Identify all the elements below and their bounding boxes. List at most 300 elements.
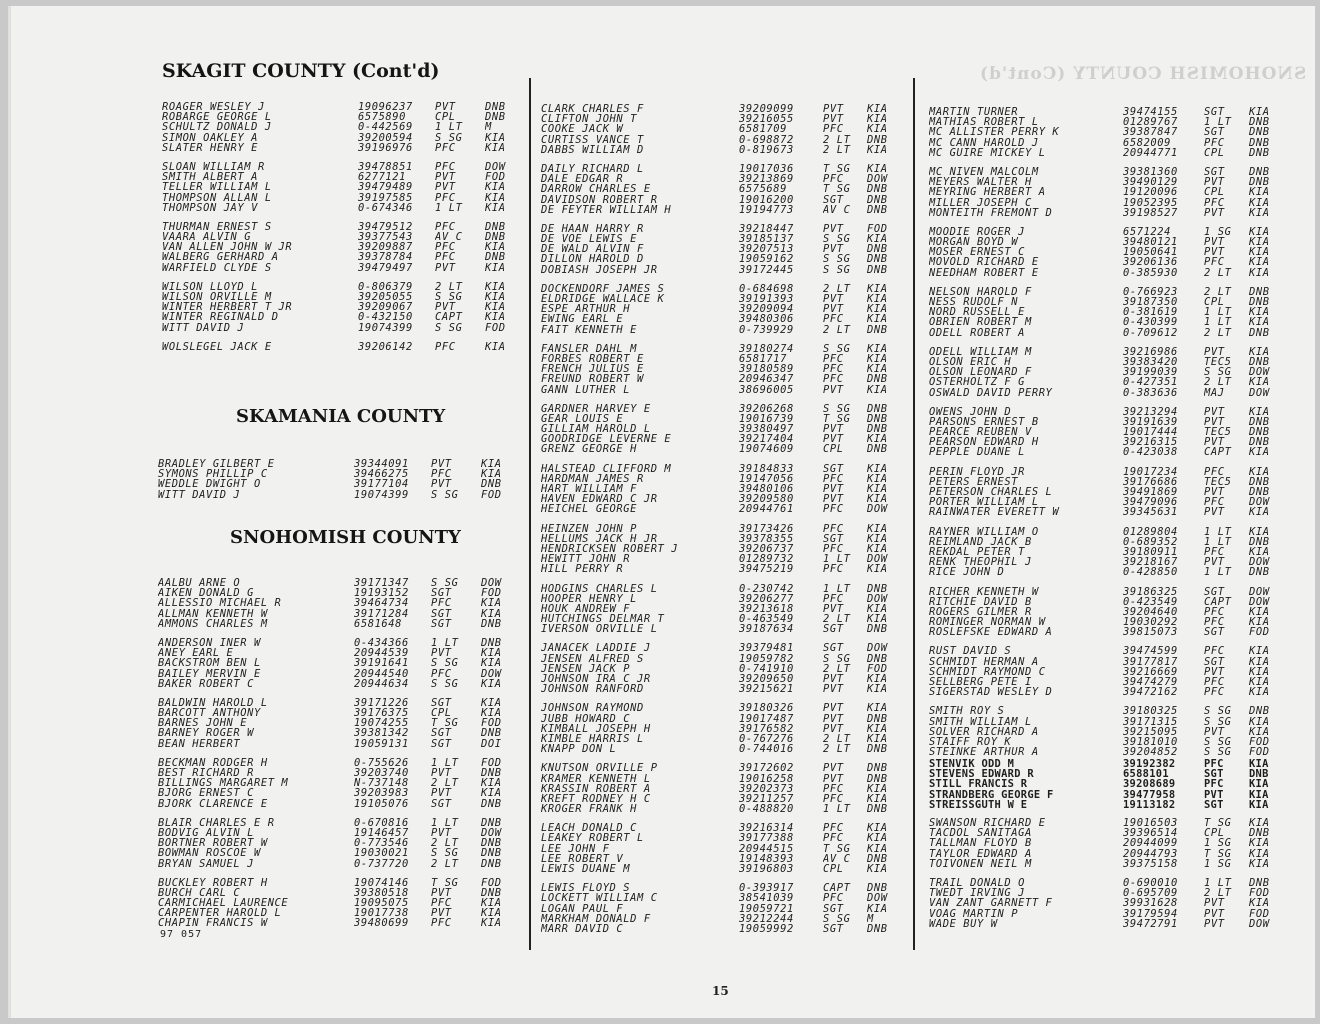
status: KIA: [1249, 716, 1270, 727]
serial-number: 19146457: [354, 827, 409, 839]
rank: PFC: [823, 374, 844, 385]
status: DNB: [481, 858, 502, 869]
status: DOW: [867, 593, 888, 604]
soldier-name: WALBERG GERHARD A: [162, 252, 279, 263]
roster-row: [158, 799, 513, 809]
roster-row: [162, 232, 517, 242]
rank: PFC: [823, 893, 844, 904]
soldier-name: KROGER FRANK H: [541, 804, 637, 815]
soldier-name: PORTER WILLIAM L: [929, 497, 1039, 508]
serial-number: 39206277: [739, 593, 794, 604]
soldier-name: MC ALLISTER PERRY K: [929, 127, 1060, 138]
serial-number: 39383420: [1123, 356, 1178, 368]
roster-row: [162, 312, 517, 322]
group-gap: [162, 273, 517, 282]
status: DNB: [867, 403, 888, 414]
soldier-name: WEDDLE DWIGHT O: [158, 479, 261, 490]
status: DNB: [867, 413, 888, 425]
soldier-name: TOIVONEN NEIL M: [929, 858, 1032, 869]
rank: PVT: [431, 479, 452, 490]
status: KIA: [1249, 617, 1270, 628]
soldier-name: BAILEY MERVIN E: [158, 668, 261, 679]
status: FOD: [481, 877, 502, 888]
serial-number: 19030021: [354, 848, 409, 859]
serial-number: 39815073: [1123, 627, 1178, 638]
status: DNB: [867, 583, 888, 594]
status: DNB: [481, 479, 502, 490]
roster-row: [541, 254, 899, 264]
rank: SGT: [823, 624, 844, 635]
status: KIA: [867, 903, 888, 914]
serial-number: 39196803: [739, 864, 794, 875]
status: DNB: [1249, 127, 1270, 138]
soldier-name: WINTER HERBERT T JR: [162, 302, 293, 313]
status: DNB: [867, 653, 888, 664]
roster-row: [541, 614, 899, 624]
serial-number: 0-766923: [1123, 286, 1178, 297]
bleed-through-text: SNOHOMISH COUNTY (Cont'd): [979, 64, 1307, 84]
rank: PVT: [431, 827, 452, 839]
status: KIA: [867, 793, 888, 805]
roster-row: [929, 167, 1281, 177]
soldier-name: HAVEN EDWARD C JR: [541, 494, 658, 505]
soldier-name: ROMINGER NORMAN W: [929, 617, 1046, 628]
status: KIA: [867, 283, 888, 294]
group-gap: [541, 335, 899, 344]
serial-number: 0-428850: [1123, 567, 1178, 578]
soldier-name: BRYAN SAMUEL J: [158, 858, 254, 869]
serial-number: 39480699: [354, 918, 409, 929]
serial-number: 19016200: [739, 194, 794, 205]
status: DOI: [481, 738, 502, 749]
roster-row: [158, 848, 513, 858]
rank: PFC: [1204, 497, 1225, 508]
soldier-name: AMMONS CHARLES M: [158, 618, 268, 629]
status: DOW: [867, 893, 888, 904]
serial-number: 39345631: [1123, 507, 1178, 518]
group-gap: [541, 155, 899, 164]
soldier-name: JOHNSON RAYMOND: [541, 703, 644, 714]
soldier-name: IVERSON ORVILLE L: [541, 624, 658, 635]
roster-row: [541, 294, 899, 304]
status: KIA: [481, 469, 502, 480]
status: DOW: [867, 174, 888, 185]
rank: PFC: [1204, 677, 1225, 688]
status: KIA: [867, 543, 888, 555]
roster-row: [929, 177, 1281, 187]
rank: S SG: [823, 254, 851, 265]
soldier-name: SMITH ROY S: [929, 706, 1005, 717]
serial-number: 39206268: [739, 403, 794, 414]
serial-number: 20944761: [739, 504, 794, 515]
rank: PVT: [431, 788, 452, 799]
rank: PFC: [1204, 546, 1225, 558]
status: KIA: [1249, 346, 1270, 357]
skamania-heading: SKAMANIA COUNTY: [236, 406, 446, 427]
serial-number: 0-684698: [739, 283, 794, 294]
serial-number: 0-385930: [1123, 267, 1178, 278]
status: KIA: [1249, 677, 1270, 688]
roster-row: [929, 646, 1281, 656]
serial-number: 39213618: [739, 603, 794, 615]
serial-number: 39215621: [739, 684, 794, 695]
roster-row: [929, 208, 1281, 218]
soldier-name: BILLINGS MARGARET M: [158, 778, 289, 789]
status: KIA: [481, 708, 502, 719]
rank: S SG: [431, 489, 459, 500]
soldier-name: DE VOE LEWIS E: [541, 234, 637, 245]
status: KIA: [867, 163, 888, 175]
roster-row: [929, 597, 1281, 607]
rank: SGT: [431, 798, 452, 809]
rank: PVT: [823, 603, 844, 615]
soldier-name: SELLBERG PETE I: [929, 677, 1032, 688]
rank: PVT: [1204, 507, 1225, 518]
soldier-name: DABBS WILLIAM D: [541, 144, 644, 155]
rank: 1 LT: [1204, 117, 1232, 128]
rank: PFC: [823, 124, 844, 135]
serial-number: 39211257: [739, 793, 794, 805]
serial-number: 20944099: [1123, 838, 1178, 849]
soldier-name: KNAPP DON L: [541, 744, 617, 755]
serial-number: 39380518: [354, 887, 409, 899]
serial-number: 39381342: [354, 728, 409, 739]
soldier-name: BARNEY ROGER W: [158, 728, 254, 739]
roster-row: [162, 162, 517, 172]
roster-row: [158, 490, 513, 500]
serial-number: 19096237: [358, 102, 413, 113]
rank: SGT: [823, 533, 844, 544]
roster-row: [929, 547, 1281, 557]
status: DOW: [867, 504, 888, 515]
soldier-name: DAVIDSON ROBERT R: [541, 194, 658, 205]
rank: S SG: [823, 343, 851, 354]
status: KIA: [867, 614, 888, 625]
page-title: SKAGIT COUNTY (Cont'd): [162, 60, 440, 82]
roster-row: [929, 759, 1281, 769]
serial-number: 0-695709: [1123, 888, 1178, 899]
rank: PFC: [823, 174, 844, 185]
status: KIA: [867, 434, 888, 445]
rank: PFC: [431, 898, 452, 909]
serial-number: 39176375: [354, 708, 409, 719]
roster-row: [929, 677, 1281, 687]
soldier-name: DE FEYTER WILLIAM H: [541, 204, 672, 215]
status: DNB: [867, 244, 888, 255]
roster-row: [158, 908, 513, 918]
rank: PVT: [823, 494, 844, 505]
roster-row: [541, 794, 899, 804]
rank: PVT: [823, 723, 844, 734]
soldier-name: JOHNSON RANFORD: [541, 684, 644, 695]
soldier-name: KRAMER KENNETH L: [541, 773, 651, 784]
serial-number: 39186325: [1123, 586, 1178, 597]
status: DOW: [1249, 596, 1270, 607]
serial-number: 0-806379: [358, 281, 413, 292]
serial-number: 39381360: [1123, 166, 1178, 178]
soldier-name: STAIFF ROY K: [929, 736, 1012, 748]
group-gap: [929, 578, 1281, 587]
roster-row: [162, 242, 517, 252]
rank: T SG: [823, 163, 851, 175]
roster-row: [929, 437, 1281, 447]
serial-number: 39215095: [1123, 726, 1178, 737]
roster-row: [158, 818, 513, 828]
roster-row: [929, 477, 1281, 487]
roster-row: [929, 617, 1281, 627]
roster-row: [158, 758, 513, 768]
status: DOW: [1249, 557, 1270, 568]
status: DNB: [867, 324, 888, 335]
soldier-name: ROAGER WESLEY J: [162, 102, 265, 113]
roster-row: [162, 292, 517, 302]
roster-row: [158, 728, 513, 738]
soldier-name: HILL PERRY R: [541, 564, 624, 575]
roster-row: [158, 778, 513, 788]
roster-row: [929, 790, 1281, 800]
rank: SGT: [1204, 166, 1225, 178]
status: KIA: [867, 343, 888, 354]
roster-row: [158, 888, 513, 898]
serial-number: 39176686: [1123, 476, 1178, 487]
status: DNB: [1249, 356, 1270, 368]
serial-number: 0-381619: [1123, 307, 1178, 318]
rank: 2 LT: [435, 281, 463, 292]
status: KIA: [485, 142, 506, 153]
soldier-name: JANACEK LADDIE J: [541, 643, 651, 654]
serial-number: 0-434366: [354, 637, 409, 649]
rank: PFC: [1204, 687, 1225, 698]
soldier-name: BECKMAN RODGER H: [158, 757, 268, 768]
soldier-name: RENK THEOPHIL J: [929, 557, 1032, 568]
rank: PVT: [823, 223, 844, 235]
serial-number: 0-739929: [739, 324, 794, 335]
rank: PVT: [823, 684, 844, 695]
status: DNB: [485, 232, 506, 243]
status: DNB: [1249, 427, 1270, 438]
rank: PFC: [1204, 137, 1225, 148]
rank: SGT: [823, 903, 844, 914]
roster-row: [541, 104, 899, 114]
soldier-name: BURCH CARL C: [158, 887, 241, 899]
serial-number: 19074146: [354, 877, 409, 888]
status: KIA: [481, 608, 502, 619]
group-gap: [541, 694, 899, 703]
roster-row: [929, 377, 1281, 387]
soldier-name: PEPPLE DUANE L: [929, 447, 1025, 458]
serial-number: 39466275: [354, 469, 409, 480]
roster-row: [162, 302, 517, 312]
serial-number: 39387847: [1123, 127, 1178, 138]
roster-row: [929, 557, 1281, 567]
serial-number: 19193152: [354, 588, 409, 599]
rank: PVT: [435, 182, 456, 193]
roster-row: [541, 284, 899, 294]
serial-number: 0-463549: [739, 614, 794, 625]
status: DOW: [481, 827, 502, 839]
serial-number: 39172445: [739, 264, 794, 275]
serial-number: 6581717: [739, 353, 787, 365]
soldier-name: STILL FRANCIS R: [929, 779, 1028, 790]
rank: PVT: [431, 768, 452, 779]
soldier-name: FORBES ROBERT E: [541, 353, 644, 365]
soldier-name: STEINKE ARTHUR A: [929, 747, 1039, 758]
serial-number: 0-670816: [354, 817, 409, 828]
soldier-name: FANSLER DAHL M: [541, 343, 637, 354]
soldier-name: SCHULTZ DONALD J: [162, 122, 272, 133]
group-gap: [541, 575, 899, 584]
status: KIA: [867, 864, 888, 875]
status: KIA: [867, 124, 888, 135]
roster-row: [541, 164, 899, 174]
rank: T SG: [431, 877, 459, 888]
roster-row: [541, 604, 899, 614]
serial-number: 39171226: [354, 697, 409, 709]
roster-row: [158, 698, 513, 708]
status: FOD: [485, 322, 506, 333]
rank: 2 LT: [823, 144, 851, 155]
roster-row: [541, 124, 899, 134]
status: DNB: [867, 374, 888, 385]
roster-row: [541, 844, 899, 854]
roster-row: [541, 424, 899, 434]
status: DNB: [485, 112, 506, 123]
serial-number: 19074399: [354, 489, 409, 500]
roster-row: [541, 664, 899, 674]
status: KIA: [485, 192, 506, 203]
status: DNB: [485, 102, 506, 113]
rank: SGT: [431, 608, 452, 619]
status: DNB: [1249, 487, 1270, 498]
roster-row: [541, 434, 899, 444]
soldier-name: MOVOLD RICHARD E: [929, 257, 1039, 268]
soldier-name: KNUTSON ORVILLE P: [541, 763, 658, 774]
soldier-name: JENSEN JACK P: [541, 663, 631, 674]
serial-number: 39206737: [739, 543, 794, 555]
rank: PVT: [823, 713, 844, 724]
serial-number: 39179594: [1123, 908, 1178, 919]
status: DNB: [485, 221, 506, 233]
serial-number: 39931628: [1123, 898, 1178, 909]
serial-number: 39177388: [739, 833, 794, 844]
group-gap: [541, 634, 899, 643]
rank: PVT: [435, 262, 456, 273]
group-gap: [929, 518, 1281, 527]
column-two-list: [541, 104, 899, 934]
rank: 2 LT: [1204, 286, 1232, 297]
status: KIA: [867, 104, 888, 115]
serial-number: 39208689: [1123, 779, 1176, 790]
column-divider: [529, 78, 531, 950]
group-gap: [541, 814, 899, 823]
status: KIA: [485, 341, 506, 352]
serial-number: 0-773546: [354, 838, 409, 849]
soldier-name: TELLER WILLIAM L: [162, 182, 272, 193]
roster-row: [929, 849, 1281, 859]
status: FOD: [1249, 888, 1270, 899]
rank: CPL: [823, 864, 844, 875]
roster-row: [929, 878, 1281, 888]
serial-number: 39474155: [1123, 107, 1178, 118]
status: DNB: [481, 768, 502, 779]
serial-number: 39477958: [1123, 789, 1176, 800]
serial-number: 6582009: [1123, 137, 1171, 148]
status: KIA: [867, 603, 888, 615]
soldier-name: OWENS JOHN D: [929, 406, 1012, 417]
serial-number: 20944793: [1123, 848, 1178, 859]
soldier-name: NEEDHAM ROBERT E: [929, 267, 1039, 278]
status: DNB: [481, 838, 502, 849]
status: DNB: [481, 887, 502, 899]
roster-row: [541, 114, 899, 124]
status: DNB: [481, 728, 502, 739]
status: KIA: [867, 314, 888, 325]
soldier-name: GEAR LOUIS E: [541, 413, 624, 425]
serial-number: 39379481: [739, 643, 794, 654]
rank: PFC: [823, 793, 844, 805]
rank: SGT: [1204, 107, 1225, 118]
serial-number: 01289732: [739, 554, 794, 565]
rank: PFC: [823, 543, 844, 555]
group-gap: [541, 515, 899, 524]
soldier-name: MEYERS WALTER H: [929, 177, 1032, 188]
serial-number: 39464734: [354, 598, 409, 609]
soldier-name: MOSER ERNEST C: [929, 247, 1025, 258]
serial-number: 39202373: [739, 783, 794, 794]
rank: 2 LT: [1204, 377, 1232, 388]
roster-row: [541, 674, 899, 684]
rank: SGT: [823, 923, 844, 935]
status: DOW: [1249, 497, 1270, 508]
soldier-name: WADE BUY W: [929, 918, 998, 929]
serial-number: 39479489: [358, 182, 413, 193]
soldier-name: NORD RUSSELL E: [929, 307, 1025, 318]
serial-number: 39396514: [1123, 828, 1178, 839]
status: DNB: [867, 713, 888, 724]
status: FOD: [481, 757, 502, 768]
status: KIA: [867, 783, 888, 794]
status: KIA: [867, 364, 888, 375]
serial-number: 39181010: [1123, 736, 1178, 748]
status: DOW: [481, 668, 502, 679]
serial-number: 39172602: [739, 763, 794, 774]
roster-row: [162, 252, 517, 262]
soldier-name: HART WILLIAM F: [541, 484, 637, 495]
status: DNB: [1249, 706, 1270, 717]
rank: MAJ: [1204, 387, 1225, 398]
status: FOD: [481, 489, 502, 500]
soldier-name: MORGAN BOYD W: [929, 237, 1019, 248]
rank: S SG: [823, 913, 851, 924]
roster-row: [541, 184, 899, 194]
roster-row: [158, 859, 513, 869]
roster-row: [541, 763, 899, 773]
rank: PVT: [823, 484, 844, 495]
rank: S SG: [435, 322, 463, 333]
serial-number: 39173426: [739, 523, 794, 534]
roster-row: [929, 727, 1281, 737]
status: KIA: [867, 533, 888, 544]
soldier-name: ROSLEFSKE EDWARD A: [929, 627, 1053, 638]
rank: PFC: [431, 469, 452, 480]
soldier-name: WITT DAVID J: [162, 322, 245, 333]
rank: 1 LT: [1204, 536, 1232, 547]
soldier-name: ROGERS GILMER R: [929, 606, 1032, 618]
serial-number: 0-674346: [358, 202, 413, 213]
group-gap: [541, 455, 899, 464]
rank: PVT: [823, 424, 844, 435]
serial-number: 39213869: [739, 174, 794, 185]
